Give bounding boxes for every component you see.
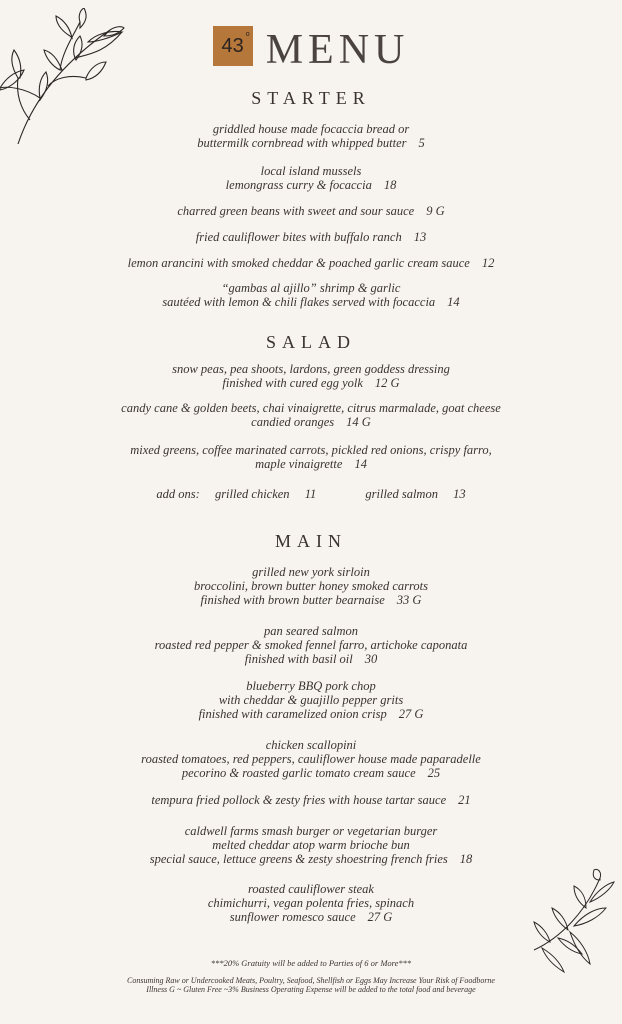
menu-item: candy cane & golden beets, chai vinaigrette, citrus marmalade, goat cheese candied oranges 14 G <box>121 401 501 429</box>
menu-item: lemon arancini with smoked cheddar & poached garlic cream sauce 12 <box>127 256 495 270</box>
menu-item: fried cauliflower bites with buffalo ranch 13 <box>195 230 427 244</box>
food-safety-disclaimer: Consuming Raw or Undercooked Meats, Poultry, Seafood, Shellfish or Eggs May Increase Your Risk of Foodborne Illness G ~ Gluten Free ~3% Business Operating Expense will be added to the total food and beverage <box>127 976 495 994</box>
section-title-main: MAIN <box>275 531 347 551</box>
item-price: 21 <box>458 793 471 807</box>
item-price: 12 <box>481 256 495 270</box>
item-price: 12 G <box>374 376 400 390</box>
menu-item: blueberry BBQ pork chop with cheddar & guajillo pepper grits finished with caramelized onion crisp 27 G <box>198 679 424 721</box>
restaurant-logo: 43 o <box>213 26 253 66</box>
section-title-starter: STARTER <box>251 88 371 108</box>
item-price: 13 <box>413 230 427 244</box>
item-price: 18 <box>459 852 473 866</box>
add-on-salmon: grilled salmon <box>365 487 438 501</box>
item-price: 14 <box>354 457 367 471</box>
menu-item: roasted cauliflower steak chimichurri, vegan polenta fries, spinach sunflower romesco sauce 27 G <box>207 882 415 924</box>
item-price: 27 G <box>398 707 424 721</box>
menu-item: caldwell farms smash burger or vegetarian burger melted cheddar atop warm brioche bun special sauce, lettuce greens & zesty shoestring french fries 18 <box>149 824 473 866</box>
menu-item: tempura fried pollock & zesty fries with house tartar sauce 21 <box>151 793 471 807</box>
add-on-chicken-price: 11 <box>304 487 317 501</box>
menu-item: local island mussels lemongrass curry & focaccia 18 <box>225 164 397 192</box>
menu-item: “gambas al ajillo” shrimp & garlic sautéed with lemon & chili flakes served with focaccia 14 <box>162 281 460 309</box>
item-price: 27 G <box>367 910 393 924</box>
menu-item: mixed greens, coffee marinated carrots, pickled red onions, crispy farro, maple vinaigrette 14 <box>130 443 492 471</box>
menu-item: pan seared salmon roasted red pepper & smoked fennel farro, artichoke caponata finished with basil oil 30 <box>154 624 468 666</box>
menu-item: snow peas, pea shoots, lardons, green goddess dressing finished with cured egg yolk 12 G <box>172 362 450 390</box>
menu-item: griddled house made focaccia bread or buttermilk cornbread with whipped butter 5 <box>197 122 425 150</box>
item-price: 25 <box>427 766 441 780</box>
gratuity-notice: ***20% Gratuity will be added to Parties of 6 or More*** <box>210 958 412 968</box>
menu-item: grilled new york sirloin broccolini, brown butter honey smoked carrots finished with brown butter bearnaise 33 G <box>194 565 428 607</box>
add-on-chicken: grilled chicken <box>214 487 290 501</box>
section-title-salad: SALAD <box>265 332 356 352</box>
item-price: 9 G <box>426 204 445 218</box>
add-ons-label: add ons: <box>156 487 200 501</box>
item-price: 5 <box>418 136 425 150</box>
add-on-salmon-price: 13 <box>453 487 466 501</box>
salad-add-ons <box>0 487 622 501</box>
item-price: 33 G <box>396 593 422 607</box>
page-title: MENU <box>265 27 410 73</box>
item-price: 18 <box>383 178 397 192</box>
item-price: 14 <box>447 295 460 309</box>
item-price: 14 G <box>346 415 371 429</box>
menu-item: charred green beans with sweet and sour sauce 9 G <box>177 204 445 218</box>
item-price: 30 <box>364 652 378 666</box>
menu-item: chicken scallopini roasted tomatoes, red peppers, cauliflower house made paparadelle pecorino & roasted garlic tomato cream sauce 25 <box>141 738 481 780</box>
menu-header <box>0 26 622 74</box>
